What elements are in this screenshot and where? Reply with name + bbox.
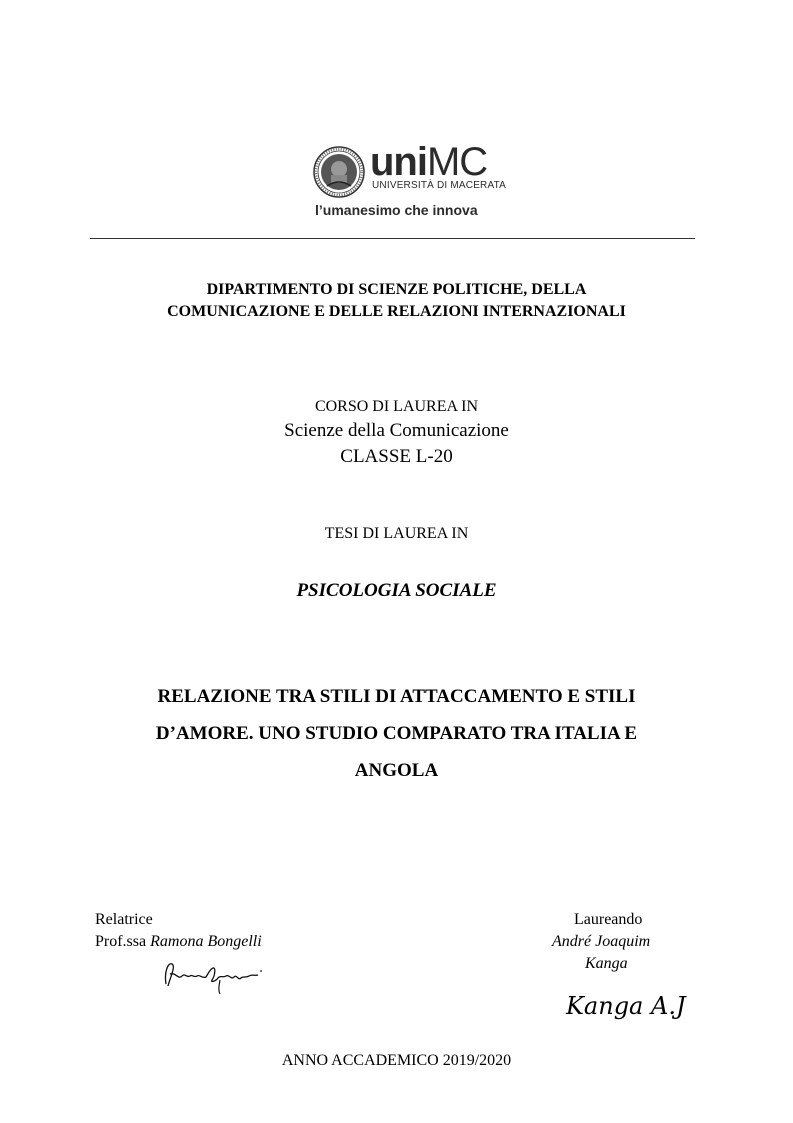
header-divider <box>90 238 695 239</box>
university-motto: l’umanesimo che innova <box>315 202 478 218</box>
supervisor-line <box>95 933 262 951</box>
course-class: CLASSE L-20 <box>340 446 453 467</box>
candidate-role: Laureando <box>574 911 643 928</box>
department <box>0 279 793 323</box>
university-seal-icon <box>313 146 365 198</box>
thesis-title-line-2: D’AMORE. UNO STUDIO COMPARATO TRA ITALIA E <box>155 723 638 744</box>
course-name: Scienze della Comunicazione <box>284 420 509 441</box>
thesis-title-line-3: ANGOLA <box>354 760 439 781</box>
university-logo <box>313 142 508 222</box>
thesis-title <box>0 678 793 789</box>
department-line-2: COMUNICAZIONE E DELLE RELAZIONI INTERNAZIONALI <box>167 303 626 320</box>
supervisor-prefix: Prof.ssa <box>95 933 147 950</box>
thesis-title-line-1: RELAZIONE TRA STILI DI ATTACCAMENTO E STILI <box>157 686 636 707</box>
course-label: CORSO DI LAUREA IN <box>314 398 479 415</box>
brand-light: MC <box>426 140 488 184</box>
department-line-1: DIPARTIMENTO DI SCIENZE POLITICHE, DELLA <box>206 281 587 298</box>
candidate-name-line-2: Kanga <box>585 955 628 972</box>
candidate-signature: Kanga A.J <box>566 992 686 1020</box>
academic-year: ANNO ACCADEMICO 2019/2020 <box>281 1052 512 1069</box>
thesis-subject: PSICOLOGIA SOCIALE <box>296 580 497 601</box>
university-name: UNIVERSITÀ DI MACERATA <box>372 180 507 191</box>
supervisor-signature-icon <box>160 954 270 996</box>
candidate-name-line-1: André Joaquim <box>552 933 651 950</box>
brand-wordmark <box>370 142 487 182</box>
brand-bold: uni <box>370 140 427 184</box>
supervisor-role: Relatrice <box>95 911 153 928</box>
thesis-label: TESI DI LAUREA IN <box>324 525 469 542</box>
supervisor-name: Ramona Bongelli <box>150 933 262 950</box>
